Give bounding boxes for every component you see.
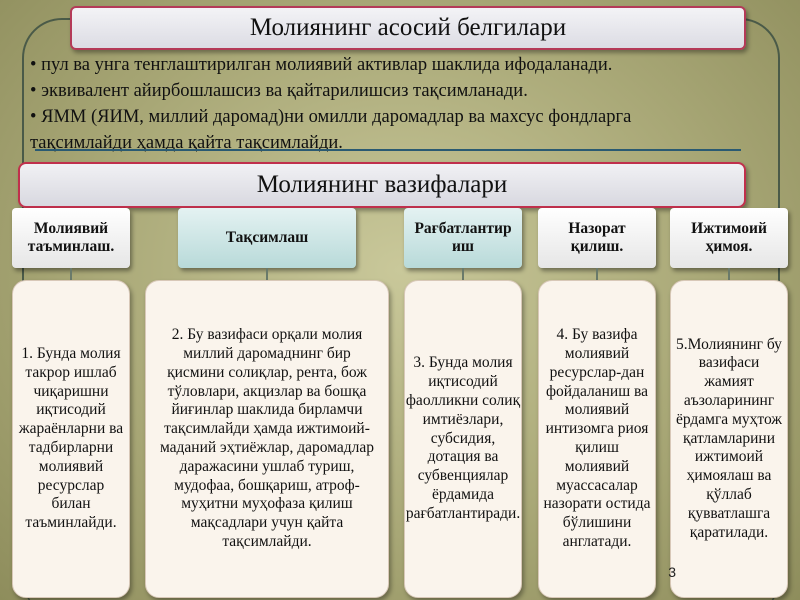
function-body-financing <box>12 280 130 598</box>
bullet-item: • пул ва унга тенглаштирилган молиявий активлар шаклида ифодаланади. <box>30 55 613 75</box>
function-body-text: 3. Бунда молия иқтисодий фаолликни солиқ имтиёзлари, субсидия, дотация ва субвенциялар ёрдамида рағбатлантиради. <box>405 354 521 522</box>
section-title <box>18 162 746 208</box>
function-body-distribution <box>145 280 389 598</box>
page-number: 3 <box>668 564 676 580</box>
function-header-social-protection <box>670 208 788 268</box>
function-body-text: 5.Молиянинг бу вазифаси жамият аъзоларининг ёрдамга муҳтож қатламларини ижтимоий ҳимоялаш ва қўллаб қувватлашга қаратилади. <box>675 335 783 541</box>
section-title-text: Молиянинг вазифалари <box>256 171 508 198</box>
function-header-stimulation <box>404 208 522 268</box>
slide-title <box>70 6 746 50</box>
separator-line <box>35 149 741 151</box>
function-body-text: 4. Бу вазифа молиявий ресурслар-дан фойдаланиш ва молиявий интизомга риоя қилиш молиявий муассасалар назорати остида бўлишини англатади. <box>543 326 651 550</box>
function-header-distribution <box>178 208 356 268</box>
function-header-label: Тақсимлаш <box>225 229 309 246</box>
function-header-label: Рағбатлантириш <box>414 220 512 255</box>
function-header-financing <box>12 208 130 268</box>
slide-title-text: Молиянинг асосий белгилари <box>249 14 567 41</box>
function-body-social-protection <box>670 280 788 598</box>
function-header-label: Молиявий таъминлаш. <box>27 220 115 255</box>
function-body-stimulation <box>404 280 522 598</box>
function-header-control <box>538 208 656 268</box>
bullet-item-continuation: тақсимлайди ҳамда қайта тақсимлайди. <box>30 133 343 153</box>
function-body-text: 2. Бу вазифаси орқали молия миллий даромаднинг бир қисмини солиқлар, рента, бож тўловлари, акцизлар ва бошқа йиғинлар шаклида бирламчи тақсимлайди ҳамда ижтимоий-маданий эҳтиёжлар, даромадлар даражасини ушлаб туриш, мудофаа, бошқариш, атроф-муҳитни муҳофаза қилиш мақсадлари учун қайта тақсимлайди. <box>159 326 375 550</box>
function-body-control <box>538 280 656 598</box>
function-header-label: Ижтимоий ҳимоя. <box>691 220 767 255</box>
bullet-item: • ЯММ (ЯИМ, миллий даромад)ни омилли даромадлар ва махсус фондларга <box>30 107 632 127</box>
bullet-list <box>30 52 770 156</box>
function-body-text: 1. Бунда молия такрор ишлаб чиқаришни иқтисодий жараёнларни ва тадбирларни молиявий ресурслар билан таъминлайди. <box>18 345 124 532</box>
function-header-label: Назорат қилиш. <box>568 220 626 255</box>
bullet-item: • эквивалент айирбошлашсиз ва қайтарилишсиз тақсимланади. <box>30 81 528 101</box>
